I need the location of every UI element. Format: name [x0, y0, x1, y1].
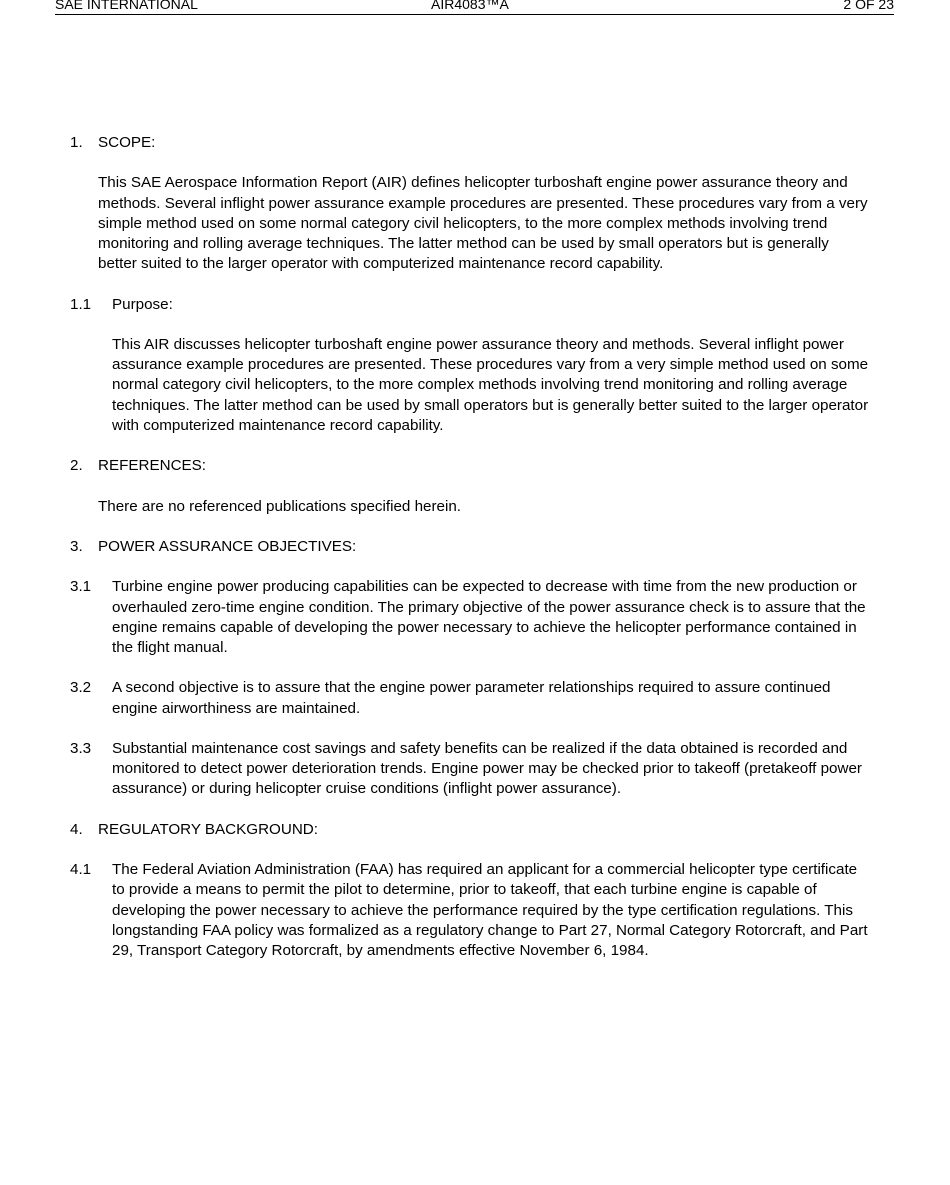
- section-title: POWER ASSURANCE OBJECTIVES:: [98, 537, 357, 555]
- subsection-4-1: [70, 860, 870, 961]
- section-number: 3.3: [70, 739, 92, 757]
- section-title: REGULATORY BACKGROUND:: [98, 820, 318, 838]
- section-paragraph: There are no referenced publications specified herein.: [98, 497, 462, 515]
- section-paragraph: A second objective is to assure that the engine power parameter relationships required to assure continued engine airworthiness are maintained.: [112, 679, 831, 717]
- section-number: 3.1: [70, 578, 92, 596]
- section-title: REFERENCES:: [98, 457, 207, 475]
- section-number: 4.1: [70, 861, 92, 879]
- section-objectives: [70, 537, 870, 557]
- section-paragraph: This SAE Aerospace Information Report (AIR) defines helicopter turboshaft engine power assurance theory and methods. Several inflight power assurance example procedures are presented. These procedures vary from a very simple method used on some normal category civil helicopters, to the more complex methods involving trend monitoring and rolling average techniques. The latter method can be used by small operators but is generally better suited to the larger operator with computerized maintenance record capability.: [98, 174, 868, 273]
- section-number: 4.: [70, 820, 83, 838]
- section-heading: [70, 456, 870, 476]
- section-scope: [70, 133, 870, 274]
- section-number: 1.1: [70, 295, 92, 313]
- section-references: [70, 456, 870, 517]
- section-paragraph: Turbine engine power producing capabilities can be expected to decrease with time from the new production or overhauled zero-time engine condition. The primary objective of the power assurance check is to assure that the engine remains capable of developing the power necessary to achieve the helicopter performance contained in the flight manual.: [112, 578, 866, 656]
- document-body: [70, 133, 870, 961]
- header-page-number: 2 OF 23: [843, 0, 894, 12]
- subsection-3-1: [70, 577, 870, 658]
- section-paragraph: The Federal Aviation Administration (FAA) has required an applicant for a commercial helicopter type certificate to provide a means to permit the pilot to determine, prior to takeoff, that each turbine engine is capable of developing the power necessary to achieve the performance required by the type certification regulations. This longstanding FAA policy was formalized as a regulatory change to Part 27, Normal Category Rotorcraft, and Part 29, Transport Category Rotorcraft, by amendments effective November 6, 1984.: [112, 861, 868, 959]
- section-heading: [70, 820, 870, 840]
- section-regulatory: [70, 820, 870, 840]
- page-header: [55, 0, 894, 15]
- section-paragraph: Substantial maintenance cost savings and safety benefits can be realized if the data obtained is recorded and monitored to detect power deterioration trends. Engine power may be checked prior to takeoff (pretakeoff power assurance) or during helicopter cruise conditions (inflight power assurance).: [112, 739, 862, 798]
- section-title: SCOPE:: [98, 134, 156, 151]
- section-purpose: [70, 295, 870, 436]
- section-heading: [70, 133, 870, 153]
- section-number: 1.: [70, 134, 83, 151]
- section-heading: [70, 295, 870, 315]
- subsection-3-3: [70, 739, 870, 800]
- section-paragraph: This AIR discusses helicopter turboshaft engine power assurance theory and methods. Several inflight power assurance example procedures are presented. These procedures vary from a very simple method used on some normal category civil helicopters, to the more complex methods involving trend monitoring and rolling average techniques. The latter method can be used by small operators but is generally better suited to the larger operator with computerized maintenance record capability.: [112, 335, 869, 434]
- section-number: 3.: [70, 537, 83, 555]
- subsection-3-2: [70, 678, 870, 718]
- header-organization: SAE INTERNATIONAL: [55, 0, 198, 12]
- header-document-id: AIR4083™A: [431, 0, 509, 12]
- section-title: Purpose:: [112, 295, 173, 313]
- section-number: 3.2: [70, 679, 92, 697]
- section-heading: [70, 537, 870, 557]
- section-number: 2.: [70, 457, 83, 475]
